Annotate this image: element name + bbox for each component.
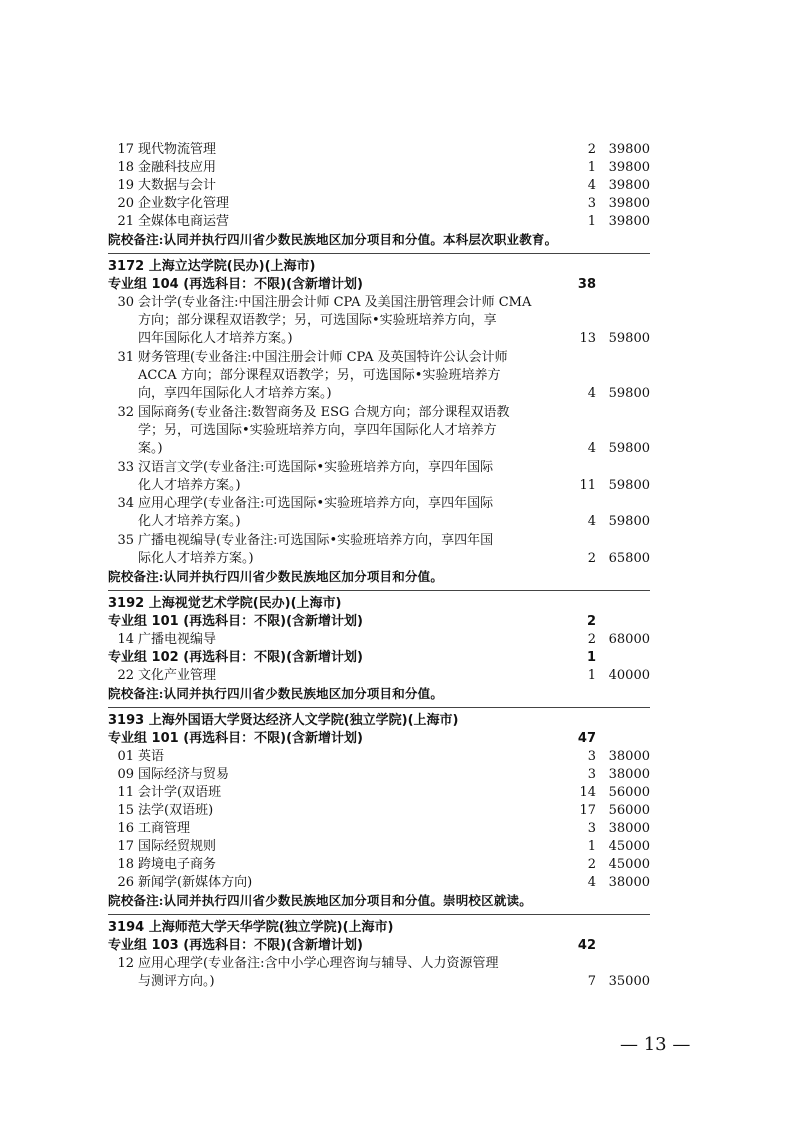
major-row	[108, 177, 668, 195]
school-note-text: 认同并执行四川省少数民族地区加分项目和分值。	[163, 569, 444, 584]
major-group-total: 47	[577, 731, 596, 746]
plan-count: 11	[579, 478, 596, 493]
major-code: 17	[117, 142, 134, 157]
major-name-line: 四年国际化人才培养方案。)	[138, 331, 293, 346]
major-group-header	[108, 730, 668, 748]
major-name-line: 汉语言文学(专业备注:可选国际•实验班培养方向，享四年国际	[138, 460, 494, 475]
major-group-label: 专业组 101 (再选科目：不限)(含新增计划)	[108, 614, 363, 629]
major-group-header	[108, 937, 668, 955]
school-note	[108, 685, 443, 703]
major-name-line: 化人才培养方案。)	[138, 478, 241, 493]
plan-count: 2	[587, 142, 596, 157]
plan-count: 7	[587, 974, 596, 989]
major-code: 31	[117, 350, 134, 365]
school-note	[108, 892, 532, 910]
major-row	[108, 838, 668, 856]
major-name: 广播电视编导	[138, 632, 217, 647]
major-group-total: 1	[586, 650, 596, 665]
major-code: 17	[117, 839, 134, 854]
plan-count: 4	[587, 875, 596, 890]
major-row	[108, 459, 668, 495]
major-group-total: 2	[586, 614, 596, 629]
major-name-line: 化人才培养方案。)	[138, 514, 241, 529]
school-note-text: 认同并执行四川省少数民族地区加分项目和分值。	[163, 686, 444, 701]
major-name: 工商管理	[138, 821, 191, 836]
plan-count: 13	[579, 331, 596, 346]
major-code: 35	[117, 533, 134, 548]
major-code: 20	[117, 196, 134, 211]
major-row	[108, 748, 668, 766]
major-group-header	[108, 613, 668, 631]
major-name-line: 会计学(专业备注:中国注册会计师 CPA 及美国注册管理会计师 CMA	[138, 295, 532, 310]
school-note-text: 认同并执行四川省少数民族地区加分项目和分值。本科层次职业教育。	[163, 232, 558, 247]
major-name: 国际经贸规则	[138, 839, 217, 854]
tuition-fee: 39800	[608, 178, 650, 193]
school-note-text: 认同并执行四川省少数民族地区加分项目和分值。崇明校区就读。	[163, 893, 532, 908]
major-row	[108, 141, 668, 159]
school-note-label: 院校备注:	[108, 893, 164, 908]
section-divider	[108, 914, 650, 915]
tuition-fee: 56000	[608, 803, 650, 818]
major-name-line: 财务管理(专业备注:中国注册会计师 CPA 及英国特许公认会计师	[138, 350, 508, 365]
tuition-fee: 45000	[608, 857, 650, 872]
tuition-fee: 39800	[608, 196, 650, 211]
tuition-fee: 39800	[608, 214, 650, 229]
major-name: 国际经济与贸易	[138, 767, 230, 782]
major-name-line: 国际商务(专业备注:数智商务及 ESG 合规方向；部分课程双语教	[138, 405, 510, 420]
tuition-fee: 38000	[608, 767, 650, 782]
major-row	[108, 631, 668, 649]
major-code: 33	[117, 460, 134, 475]
major-name-line: ACCA 方向；部分课程双语教学；另，可选国际•实验班培养方	[138, 368, 501, 383]
major-code: 09	[117, 767, 134, 782]
major-group-label: 专业组 101 (再选科目：不限)(含新增计划)	[108, 731, 363, 746]
plan-count: 3	[587, 767, 596, 782]
plan-count: 1	[587, 160, 596, 175]
major-code: 34	[117, 496, 134, 511]
major-code: 15	[117, 803, 134, 818]
tuition-fee: 59800	[608, 514, 650, 529]
major-group-label: 专业组 102 (再选科目：不限)(含新增计划)	[108, 650, 363, 665]
major-name: 文化产业管理	[138, 668, 217, 683]
major-name-line: 方向；部分课程双语教学；另，可选国际•实验班培养方向，享	[138, 313, 497, 328]
plan-count: 1	[587, 214, 596, 229]
major-name: 新闻学(新媒体方向)	[138, 875, 253, 890]
major-row	[108, 294, 668, 348]
major-name-line: 向，享四年国际化人才培养方案。)	[138, 386, 332, 401]
major-name-line: 广播电视编导(专业备注:可选国际•实验班培养方向，享四年国	[138, 533, 494, 548]
tuition-fee: 40000	[608, 668, 650, 683]
major-group-total: 38	[577, 277, 596, 292]
major-row	[108, 856, 668, 874]
plan-count: 17	[579, 803, 596, 818]
major-row	[108, 195, 668, 213]
major-code: 11	[117, 785, 134, 800]
plan-count: 2	[587, 551, 596, 566]
tuition-fee: 38000	[608, 821, 650, 836]
major-row	[108, 532, 668, 568]
major-name: 跨境电子商务	[138, 857, 217, 872]
plan-count: 4	[587, 386, 596, 401]
tuition-fee: 39800	[608, 160, 650, 175]
tuition-fee: 35000	[608, 974, 650, 989]
plan-count: 1	[587, 839, 596, 854]
major-code: 16	[117, 821, 134, 836]
plan-count: 3	[587, 749, 596, 764]
plan-count: 4	[587, 514, 596, 529]
major-name: 英语	[138, 749, 165, 764]
plan-count: 3	[587, 196, 596, 211]
section-divider	[108, 707, 650, 708]
major-row	[108, 213, 668, 231]
major-row	[108, 802, 668, 820]
school-note	[108, 568, 443, 586]
tuition-fee: 65800	[608, 551, 650, 566]
major-row	[108, 404, 668, 458]
tuition-fee: 45000	[608, 839, 650, 854]
plan-count: 14	[579, 785, 596, 800]
major-row	[108, 349, 668, 403]
school-note	[108, 231, 557, 249]
major-code: 26	[117, 875, 134, 890]
major-row	[108, 955, 668, 991]
major-name: 全媒体电商运营	[138, 214, 230, 229]
major-code: 18	[117, 857, 134, 872]
tuition-fee: 38000	[608, 749, 650, 764]
major-name: 大数据与会计	[138, 178, 217, 193]
major-group-label: 专业组 103 (再选科目：不限)(含新增计划)	[108, 938, 363, 953]
major-name-line: 应用心理学(专业备注:含中小学心理咨询与辅导、人力资源管理	[138, 956, 499, 971]
tuition-fee: 38000	[608, 875, 650, 890]
major-group-header	[108, 276, 668, 294]
plan-count: 4	[587, 178, 596, 193]
section-divider	[108, 253, 650, 254]
major-code: 30	[117, 295, 134, 310]
major-name: 现代物流管理	[138, 142, 217, 157]
school-note-label: 院校备注:	[108, 232, 164, 247]
major-group-total: 42	[577, 938, 596, 953]
school-title: 3194 上海师范大学天华学院(独立学院)(上海市)	[108, 920, 394, 935]
tuition-fee: 68000	[608, 632, 650, 647]
major-code: 21	[117, 214, 134, 229]
section-divider	[108, 590, 650, 591]
major-name-line: 际化人才培养方案。)	[138, 551, 254, 566]
tuition-fee: 59800	[608, 478, 650, 493]
major-row	[108, 874, 668, 892]
school-title: 3192 上海视觉艺术学院(民办)(上海市)	[108, 596, 342, 611]
major-name: 金融科技应用	[138, 160, 217, 175]
major-group-header	[108, 649, 668, 667]
tuition-fee: 56000	[608, 785, 650, 800]
major-group-label: 专业组 104 (再选科目：不限)(含新增计划)	[108, 277, 363, 292]
major-row	[108, 667, 668, 685]
plan-count: 3	[587, 821, 596, 836]
plan-count: 4	[587, 441, 596, 456]
major-code: 19	[117, 178, 134, 193]
major-row	[108, 784, 668, 802]
school-title: 3193 上海外国语大学贤达经济人文学院(独立学院)(上海市)	[108, 713, 459, 728]
plan-count: 2	[587, 857, 596, 872]
major-name-line: 与测评方向。)	[138, 974, 215, 989]
major-row	[108, 159, 668, 177]
major-name-line: 学；另，可选国际•实验班培养方向，享四年国际化人才培养方	[138, 423, 497, 438]
major-row	[108, 820, 668, 838]
school-title: 3172 上海立达学院(民办)(上海市)	[108, 259, 316, 274]
page-number: — 13 —	[620, 1034, 691, 1055]
school-note-label: 院校备注:	[108, 569, 164, 584]
major-row	[108, 495, 668, 531]
tuition-fee: 59800	[608, 386, 650, 401]
major-code: 18	[117, 160, 134, 175]
school-note-label: 院校备注:	[108, 686, 164, 701]
major-name: 会计学(双语班	[138, 785, 222, 800]
tuition-fee: 39800	[608, 142, 650, 157]
major-name: 企业数字化管理	[138, 196, 230, 211]
plan-count: 2	[587, 632, 596, 647]
major-row	[108, 766, 668, 784]
tuition-fee: 59800	[608, 331, 650, 346]
major-code: 22	[117, 668, 134, 683]
major-code: 14	[117, 632, 134, 647]
tuition-fee: 59800	[608, 441, 650, 456]
plan-count: 1	[587, 668, 596, 683]
major-code: 01	[117, 749, 134, 764]
major-code: 32	[117, 405, 134, 420]
major-name-line: 应用心理学(专业备注:可选国际•实验班培养方向，享四年国际	[138, 496, 494, 511]
major-name: 法学(双语班)	[138, 803, 214, 818]
major-code: 12	[117, 956, 134, 971]
major-name-line: 案。)	[138, 441, 163, 456]
